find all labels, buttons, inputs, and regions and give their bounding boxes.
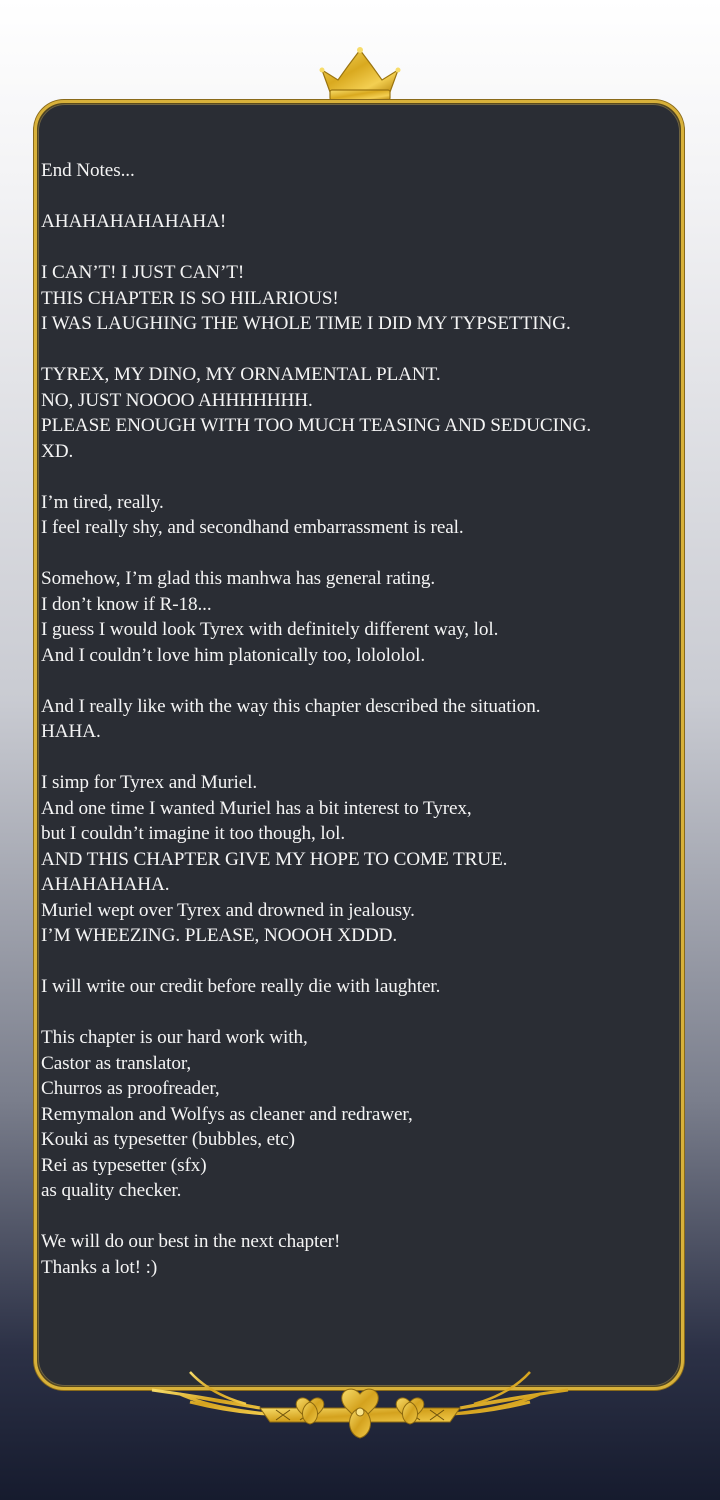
note-line: I’m tired, really. <box>41 491 164 513</box>
note-line: And one time I wanted Muriel has a bit interest to Tyrex, <box>41 797 472 819</box>
note-line: PLEASE ENOUGH WITH TOO MUCH TEASING AND SEDUCING. <box>41 415 592 436</box>
note-line: I’M WHEEZING. PLEASE, NOOOH XDDD. <box>41 925 398 946</box>
note-line: but I couldn’t imagine it too though, lol. <box>41 823 346 844</box>
note-paragraph <box>41 260 671 337</box>
note-line: Thanks a lot! :) <box>41 1256 158 1278</box>
note-paragraph <box>41 694 671 745</box>
note-line: And I couldn’t love him platonically too, lolololol. <box>41 644 426 666</box>
note-line: And I really like with the way this chapter described the situation. <box>41 695 541 717</box>
note-line: AHAHAHAHAHAHA! <box>41 211 227 232</box>
note-line: I simp for Tyrex and Muriel. <box>41 772 258 793</box>
note-paragraph <box>41 974 671 1000</box>
note-line: AND THIS CHAPTER GIVE MY HOPE TO COME TRUE. <box>41 848 508 870</box>
note-line: NO, JUST NOOOO AHHHHHHH. <box>41 389 313 411</box>
note-line: THIS CHAPTER IS SO HILARIOUS! <box>41 287 339 309</box>
note-paragraph <box>41 566 671 668</box>
note-paragraph <box>41 209 671 235</box>
note-paragraph <box>41 362 671 464</box>
note-line: End Notes... <box>41 160 135 181</box>
note-paragraph <box>41 490 671 541</box>
note-line: Rei as typesetter (sfx) <box>41 1154 207 1176</box>
note-line: as quality checker. <box>41 1180 182 1201</box>
note-paragraph <box>41 1025 671 1204</box>
note-line: I CAN’T! I JUST CAN’T! <box>41 262 245 283</box>
note-line: Churros as proofreader, <box>41 1078 220 1099</box>
note-line: AHAHAHAHA. <box>41 874 170 895</box>
note-line: Remymalon and Wolfys as cleaner and redrawer, <box>41 1103 413 1125</box>
gold-flourish-ornament-icon <box>150 1368 570 1440</box>
note-line: TYREX, MY DINO, MY ORNAMENTAL PLANT. <box>41 364 441 385</box>
note-line: I feel really shy, and secondhand embarrassment is real. <box>41 517 464 538</box>
end-notes-text <box>41 158 671 1306</box>
note-line: I will write our credit before really die with laughter. <box>41 976 441 997</box>
note-line: Kouki as typesetter (bubbles, etc) <box>41 1129 295 1150</box>
note-line: This chapter is our hard work with, <box>41 1027 308 1048</box>
note-paragraph <box>41 158 671 184</box>
note-paragraph <box>41 1229 671 1280</box>
note-line: XD. <box>41 440 74 462</box>
note-line: I don’t know if R-18... <box>41 593 212 615</box>
note-line: I WAS LAUGHING THE WHOLE TIME I DID MY TYPSETTING. <box>41 313 571 334</box>
note-line: Muriel wept over Tyrex and drowned in jealousy. <box>41 899 415 921</box>
note-line: HAHA. <box>41 721 101 742</box>
note-line: I guess I would look Tyrex with definitely different way, lol. <box>41 619 499 640</box>
note-line: Castor as translator, <box>41 1052 192 1074</box>
note-paragraph <box>41 770 671 949</box>
note-line: We will do our best in the next chapter! <box>41 1231 341 1252</box>
crown-icon <box>318 46 402 102</box>
note-line: Somehow, I’m glad this manhwa has general rating. <box>41 568 436 589</box>
